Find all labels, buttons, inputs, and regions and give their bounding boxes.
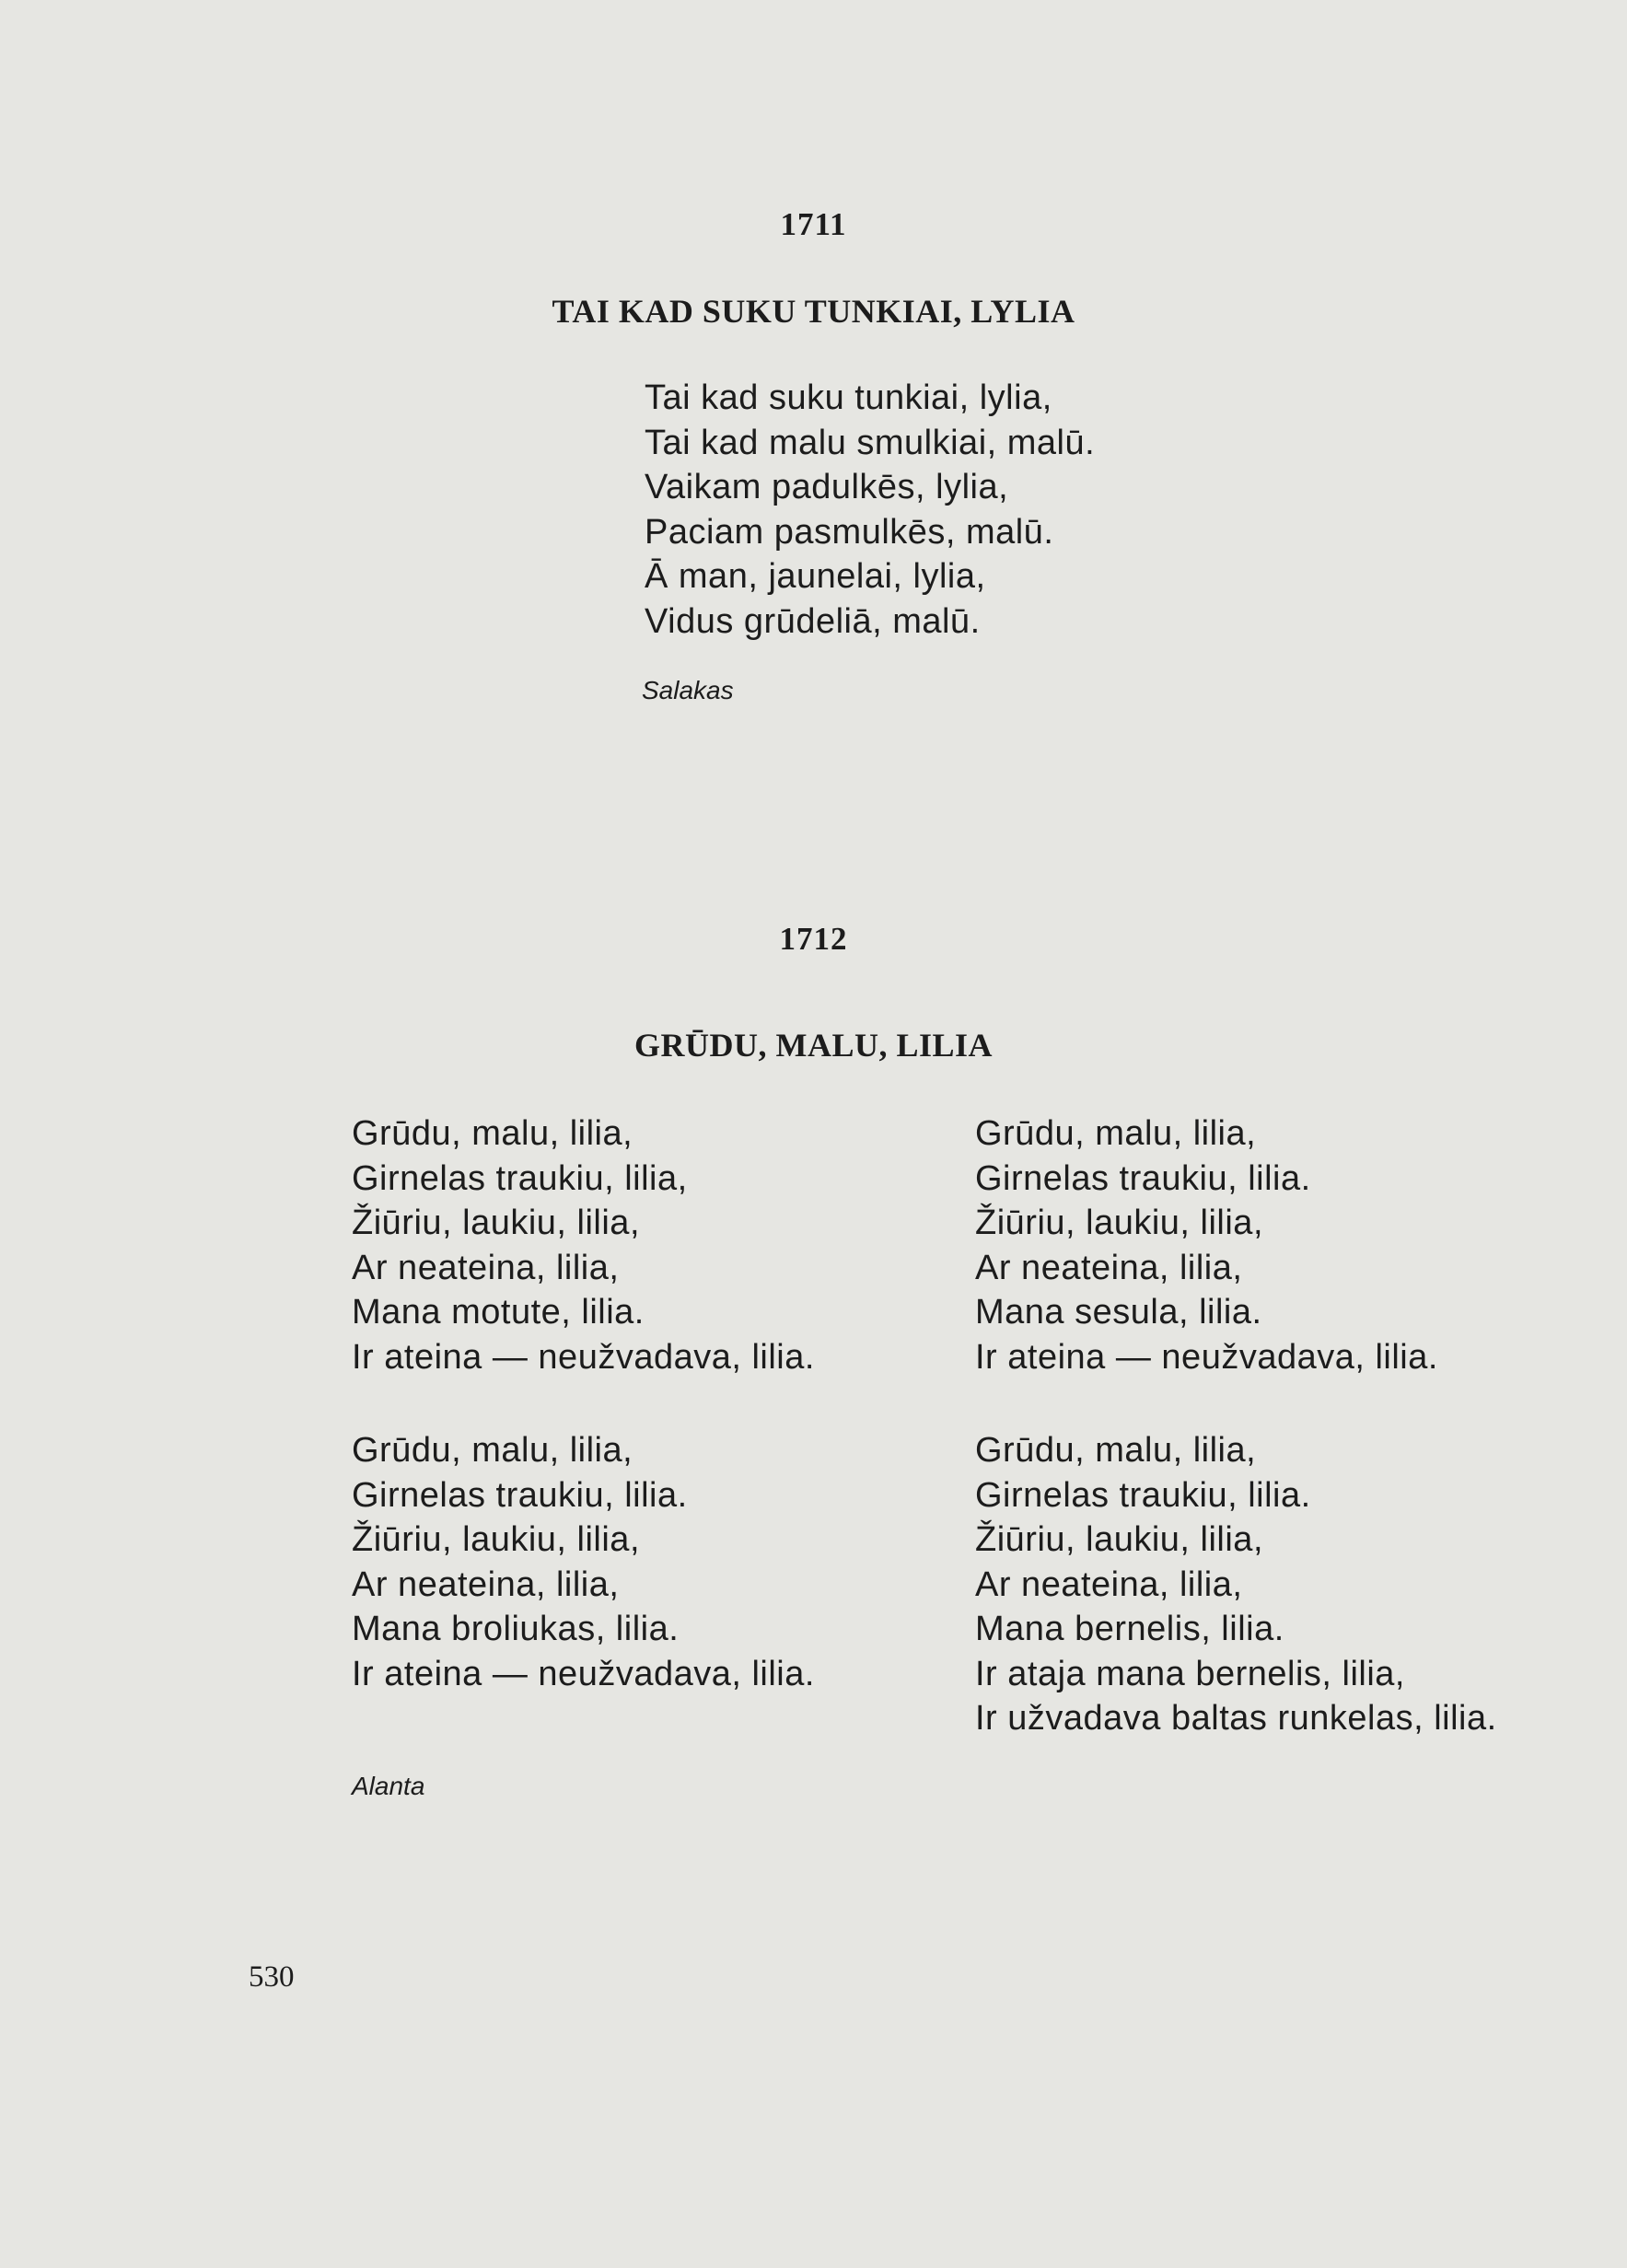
verse-line: Paciam pasmulkēs, malū. [645,512,1054,552]
verse-line: Ar neateina, lilia, [975,1248,1243,1287]
verse-line: Ir ataja mana bernelis, lilia, [975,1654,1405,1693]
verse-line: Mana broliukas, lilia. [352,1610,680,1648]
verse-line: Ir užvadava baltas runkelas, lilia. [975,1699,1497,1738]
verse-line: Ā man, jaunelai, lylia, [645,557,986,596]
song-number: 1712 [779,921,848,957]
verse-line: Tai kad malu smulkiai, malū. [645,423,1096,462]
song-verse [645,376,1095,644]
verse-line: Ar neateina, lilia, [352,1248,620,1287]
verse-line: Ar neateina, lilia, [975,1564,1243,1604]
verse-line: Žiūriu, laukiu, lilia, [352,1520,640,1559]
verse-line: Girnelas traukiu, lilia. [352,1475,688,1515]
song-verse [975,1428,1497,1741]
song-title: GRŪDU, MALU, LILIA [633,1027,994,1064]
page-number: 530 [249,1960,295,1994]
verse-line: Vaikam padulkēs, lylia, [645,468,1009,506]
song-verse [352,1428,815,1696]
verse-line: Ir ateina — neužvadava, lilia. [352,1654,815,1693]
verse-line: Grūdu, malu, lilia, [352,1114,633,1153]
verse-line: Mana sesula, lilia. [975,1293,1262,1332]
verse-line: Žiūriu, laukiu, lilia, [975,1204,1263,1242]
place-name: Salakas [642,676,734,704]
verse-line: Grūdu, malu, lilia, [975,1431,1257,1470]
song-title: TAI KAD SUKU TUNKIAI, LYLIA [552,293,1075,330]
verse-line: Tai kad suku tunkiai, lylia, [645,378,1052,417]
verse-line: Žiūriu, laukiu, lilia, [352,1204,640,1242]
verse-line: Grūdu, malu, lilia, [975,1114,1257,1153]
verse-line: Vidus grūdeliā, malū. [645,601,981,641]
verse-line: Grūdu, malu, lilia, [352,1431,633,1470]
verse-line: Mana bernelis, lilia. [975,1610,1284,1648]
song-number: 1711 [780,206,847,242]
verse-line: Žiūriu, laukiu, lilia, [975,1520,1263,1559]
place-name: Alanta [352,1772,425,1800]
verse-line: Mana motute, lilia. [352,1293,645,1332]
verse-line: Girnelas traukiu, lilia. [975,1158,1311,1198]
verse-line: Ar neateina, lilia, [352,1564,620,1604]
verse-line: Ir ateina — neužvadava, lilia. [975,1337,1438,1377]
verse-line: Ir ateina — neužvadava, lilia. [352,1337,815,1377]
song-verse [352,1111,815,1379]
verse-line: Girnelas traukiu, lilia. [975,1475,1311,1515]
verse-line: Girnelas traukiu, lilia, [352,1158,688,1198]
song-verse [975,1111,1438,1379]
